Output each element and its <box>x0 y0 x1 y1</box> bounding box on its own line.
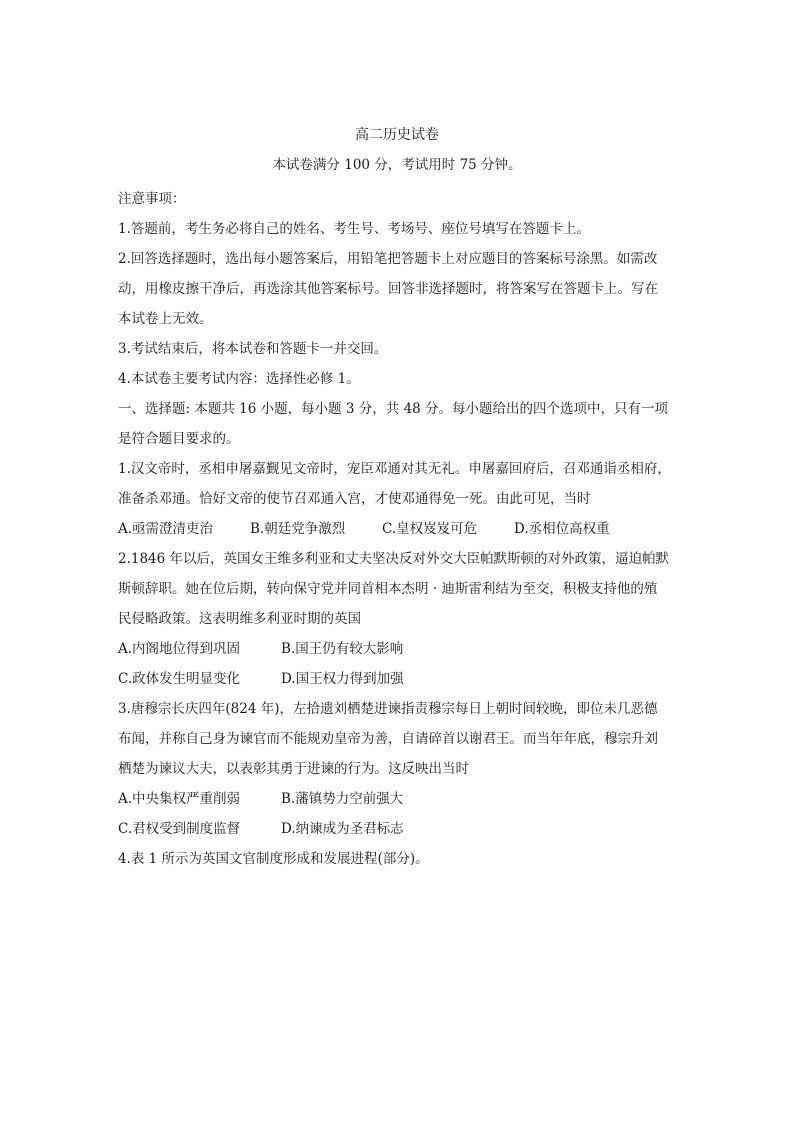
option-b: B.朝廷党争激烈 <box>250 521 346 537</box>
question-2-line-2: 斯顿辞职。她在位后期，转向保守党并同首相本杰明 · 迪斯雷利结为至交，积极支持他的殖 <box>118 581 658 597</box>
option-d: D.纳谏成为圣君标志 <box>281 821 404 837</box>
option-c: C.君权受到制度监督 <box>118 821 241 837</box>
exam-body <box>118 184 671 874</box>
exam-info: 本试卷满分 100 分，考试用时 75 分钟。 <box>272 157 522 173</box>
question-1-line-1: 1.汉文帝时，丞相申屠嘉觐见文帝时，宠臣邓通对其无礼。申屠嘉回府后，召邓通诣丞相府， <box>118 461 671 477</box>
question-2-options-row-1 <box>118 634 658 664</box>
question-1-options <box>118 514 658 544</box>
option-b: B.国王仍有较大影响 <box>281 641 404 657</box>
notice-item-4: 4.本试卷主要考试内容：选择性必修 1。 <box>118 371 360 387</box>
question-3-line-2: 布闻，并称自己身为谏官而不能规劝皇帝为善，自请碎首以谢君王。而当年年底，穆宗升刘 <box>118 731 658 747</box>
question-3-line-1: 3.唐穆宗长庆四年(824 年)，左拾遗刘栖楚进谏指责穆宗每日上朝时间较晚，即位未几恶德 <box>118 701 658 717</box>
page-title: 高二历史试卷 <box>355 127 439 143</box>
question-2-line-3: 民侵略政策。这表明维多利亚时期的英国 <box>118 611 361 627</box>
option-c: C.皇权岌岌可危 <box>382 521 478 537</box>
question-3-options-row-2 <box>118 814 658 844</box>
section-heading-line-2: 是符合题目要求的。 <box>118 431 240 447</box>
notice-item-1: 1.答题前，考生务必将自己的姓名、考生号、考场号、座位号填写在答题卡上。 <box>118 221 590 237</box>
question-2-line-1: 2.1846 年以后，英国女王维多利亚和丈夫坚决反对外交大臣帕默斯顿的对外政策，逼迫帕默 <box>118 551 670 567</box>
notice-item-2-line-3: 本试卷上无效。 <box>118 311 213 327</box>
notice-heading: 注意事项： <box>118 191 186 207</box>
question-3-options-row-1 <box>118 784 658 814</box>
notice-item-2-line-2: 动，用橡皮擦干净后，再选涂其他答案标号。回答非选择题时，将答案写在答题卡上。写在 <box>118 281 658 297</box>
notice-item-3: 3.考试结束后，将本试卷和答题卡一并交回。 <box>118 341 388 357</box>
option-d: D.丞相位高权重 <box>514 521 610 537</box>
option-a: A.中央集权严重削弱 <box>118 791 241 807</box>
option-b: B.藩镇势力空前强大 <box>281 791 404 807</box>
question-1-line-2: 准备杀邓通。恰好文帝的使节召邓通入宫，才使邓通得免一死。由此可见，当时 <box>118 491 591 507</box>
option-d: D.国王权力得到加强 <box>281 671 404 687</box>
question-3-line-3: 栖楚为谏议大夫，以表彰其勇于进谏的行为。这反映出当时 <box>118 761 469 777</box>
question-2-options-row-2 <box>118 664 658 694</box>
option-a: A.亟需澄清吏治 <box>118 521 214 537</box>
section-heading-line-1: 一、选择题: 本题共 16 小题，每小题 3 分，共 48 分。每小题给出的四个选项中，只有一项 <box>118 401 669 417</box>
option-c: C.政体发生明显变化 <box>118 671 241 687</box>
notice-item-2-line-1: 2.回答选择题时，选出每小题答案后，用铅笔把答题卡上对应题目的答案标号涂黑。如需改 <box>118 251 658 267</box>
option-a: A.内阁地位得到巩固 <box>118 641 241 657</box>
question-4-line-1: 4.表 1 所示为英国文官制度形成和发展进程(部分)。 <box>118 851 429 867</box>
